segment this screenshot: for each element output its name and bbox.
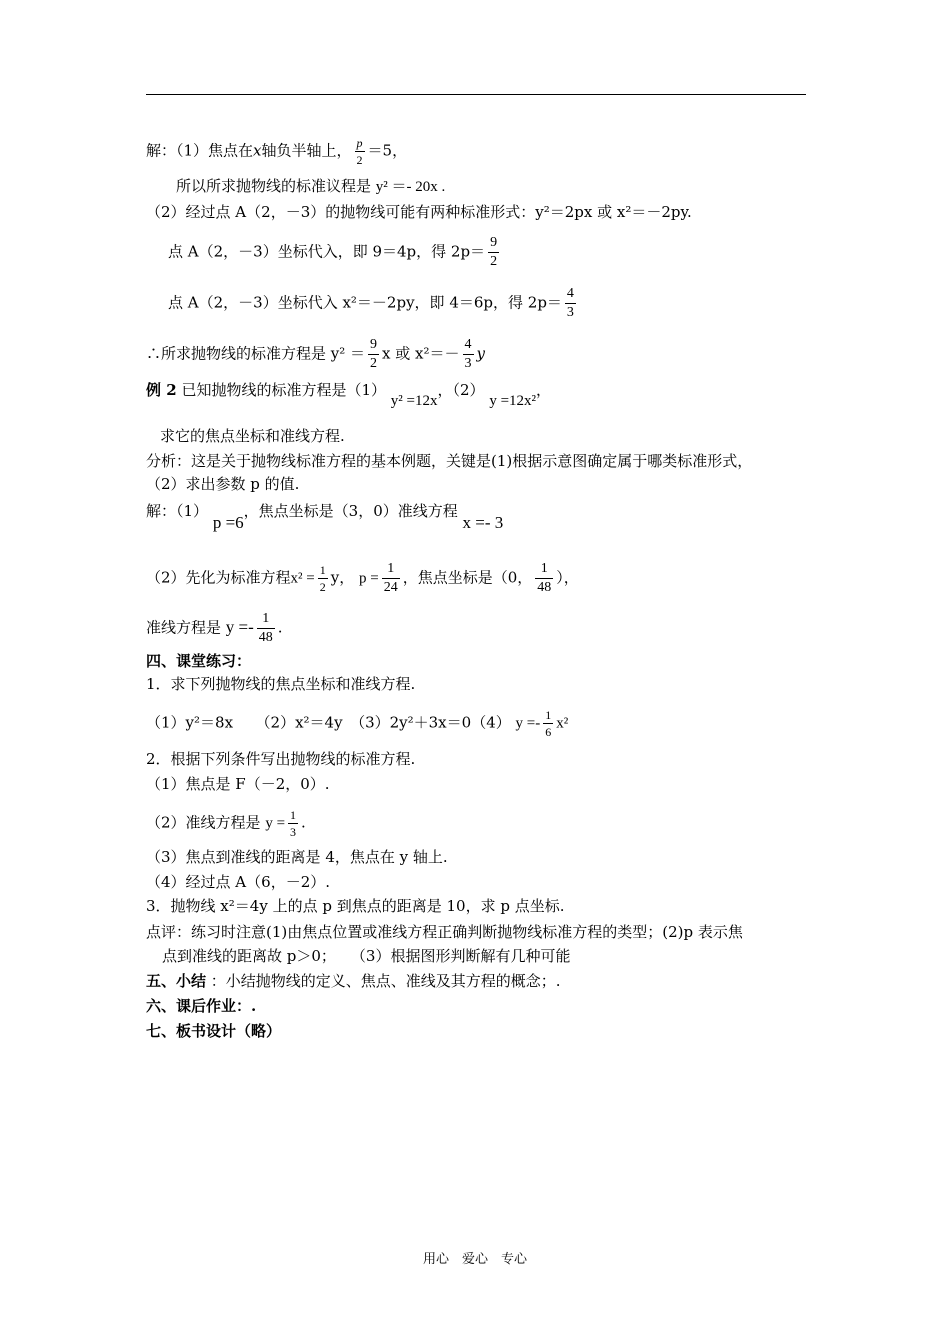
solution-line-4 <box>168 236 502 269</box>
equation: y =- <box>515 715 541 732</box>
text: 求它的焦点坐标和准线方程. <box>160 427 345 445</box>
equation: y =- <box>225 617 254 637</box>
example-label: 例 2 <box>146 381 177 399</box>
text: 点评：练习时注意(1)由焦点位置或准线方程正确判断抛物线标准方程的类型；(2)p 表示焦 <box>146 923 743 941</box>
frac-den: 24 <box>383 580 398 595</box>
fraction <box>488 236 499 269</box>
example-2-solution-1 <box>146 501 504 532</box>
var: y <box>476 344 485 363</box>
text: ， <box>536 381 552 399</box>
frac-den: 2 <box>490 254 498 269</box>
analysis-line-1 <box>146 451 752 471</box>
text: （1）y²＝8x （2）x²＝4y （3）2y²＋3x＝0（4） <box>146 713 511 732</box>
practice-q1-items <box>146 709 568 738</box>
practice-q2-3 <box>146 847 448 867</box>
example-2-solution-2 <box>146 562 579 595</box>
section-summary <box>146 971 561 991</box>
frac-den: 2 <box>319 580 326 594</box>
frac-num: 9 <box>368 338 379 355</box>
text: y， <box>330 568 355 587</box>
text: . <box>277 618 283 637</box>
solution-line-1 <box>146 137 407 166</box>
frac-num: 9 <box>488 236 499 253</box>
heading: 七、板书设计（略） <box>146 1022 282 1040</box>
text: ∴所求抛物线的标准方程是 y² ＝ <box>146 344 366 363</box>
equation: y =12x² <box>489 393 537 409</box>
fraction <box>463 338 474 371</box>
frac-num: 4 <box>463 338 474 355</box>
frac-den: 6 <box>545 725 552 739</box>
frac-den: 2 <box>356 153 363 167</box>
frac-den: 3 <box>290 825 297 839</box>
heading: 五、小结 <box>146 972 207 990</box>
comment-line-1 <box>146 922 743 942</box>
practice-q1 <box>146 674 415 694</box>
frac-num: 1 <box>319 563 326 577</box>
fraction <box>355 137 365 166</box>
equation: p =6 <box>212 513 244 532</box>
text: 所以所求抛物线的标准议程是 <box>176 177 372 195</box>
frac-den: 3 <box>464 356 472 371</box>
heading: 六、课后作业：. <box>146 997 257 1015</box>
section-homework <box>146 996 256 1016</box>
practice-q2-4 <box>146 872 330 892</box>
text: 3．抛物线 x²＝4y 上的点 p 到焦点的距离是 10，求 p 点坐标. <box>146 897 565 915</box>
frac-num: 4 <box>565 287 576 304</box>
text: 已知抛物线的标准方程是（1） <box>181 381 386 399</box>
text: （2）准线方程是 <box>146 813 261 832</box>
fraction <box>288 809 298 838</box>
text: 解：（1） <box>146 502 209 520</box>
frac-num: 1 <box>290 808 297 822</box>
frac-den: 48 <box>537 580 552 595</box>
header-rule <box>146 94 806 95</box>
fraction <box>368 338 379 371</box>
directrix-line <box>146 612 283 645</box>
frac-den: 3 <box>566 305 574 320</box>
page-footer: 用心 爱心 专心 <box>422 1252 527 1267</box>
fraction <box>543 709 553 738</box>
frac-num: p <box>356 136 363 150</box>
text: 1．求下列抛物线的焦点坐标和准线方程. <box>146 675 416 693</box>
frac-num: 1 <box>545 708 552 722</box>
practice-q2 <box>146 749 415 769</box>
frac-num: 1 <box>382 562 400 579</box>
equation: y² =12x <box>390 393 438 409</box>
fraction <box>257 612 275 645</box>
practice-q3 <box>146 896 564 916</box>
text: x 或 x²＝－ <box>382 344 460 363</box>
text: ，（2） <box>437 381 485 399</box>
frac-num: 1 <box>257 612 275 629</box>
text: （2）求出参数 p 的值. <box>146 475 300 493</box>
solution-line-3 <box>146 202 692 222</box>
text: （4）经过点 A（6，－2）. <box>146 873 330 891</box>
fraction <box>318 564 328 593</box>
solution-line-2 <box>176 176 445 197</box>
text: （1）焦点是 F（－2，0）. <box>146 775 330 793</box>
var: x <box>253 141 262 160</box>
text: ，焦点坐标是（0， <box>402 568 533 587</box>
text: . <box>301 813 306 832</box>
text: 点 A（2，－3）坐标代入，即 9＝4p，得 2p＝ <box>168 242 486 261</box>
text: 解：（1）焦点在 <box>146 141 254 160</box>
text: ）， <box>556 568 579 587</box>
text: 轴负半轴上， <box>261 141 352 160</box>
text: 点到准线的距离故 p＞0； （3）根据图形判断解有几种可能 <box>162 947 571 965</box>
text: （3）焦点到准线的距离是 4，焦点在 y 轴上. <box>146 848 448 866</box>
example-2-line <box>146 380 552 409</box>
equation: x² = <box>290 570 315 587</box>
text: ＝5， <box>367 141 408 160</box>
text: 分析：这是关于抛物线标准方程的基本例题，关键是(1)根据示意图确定属于哪类标准形式， <box>146 452 753 470</box>
text: 2．根据下列条件写出抛物线的标准方程. <box>146 750 416 768</box>
fraction <box>535 562 553 595</box>
text: 准线方程是 <box>146 618 222 637</box>
fraction <box>565 287 576 320</box>
frac-den: 48 <box>258 630 273 645</box>
practice-q2-1 <box>146 774 330 794</box>
section-board-design <box>146 1021 281 1041</box>
comment-line-2 <box>162 946 570 966</box>
equation: x =- 3 <box>462 513 504 532</box>
solution-line-5 <box>168 287 579 320</box>
frac-num: 1 <box>535 562 553 579</box>
example-2-line-2 <box>160 426 345 446</box>
text: （2）经过点 A（2，－3）的抛物线可能有两种标准形式：y²＝2px 或 x²＝－2py. <box>146 203 692 221</box>
text: （2）先化为标准方程 <box>146 568 291 587</box>
equation: p = <box>359 570 379 587</box>
heading: 四、课堂练习： <box>146 652 252 670</box>
analysis-line-2 <box>146 474 299 494</box>
equation: x² <box>556 715 569 732</box>
fraction <box>382 562 400 595</box>
frac-den: 2 <box>370 356 378 371</box>
text: ：小结抛物线的定义、焦点、准线及其方程的概念；. <box>210 972 561 990</box>
equation: y = <box>265 815 286 832</box>
section-practice-title <box>146 651 251 671</box>
equation: y² ＝- 20x . <box>375 179 446 195</box>
text: ，焦点坐标是（3，0）准线方程 <box>243 502 458 520</box>
solution-line-6 <box>146 338 485 371</box>
text: 点 A（2，－3）坐标代入 x²＝－2py，即 4＝6p，得 2p＝ <box>168 293 562 312</box>
practice-q2-2 <box>146 809 306 838</box>
